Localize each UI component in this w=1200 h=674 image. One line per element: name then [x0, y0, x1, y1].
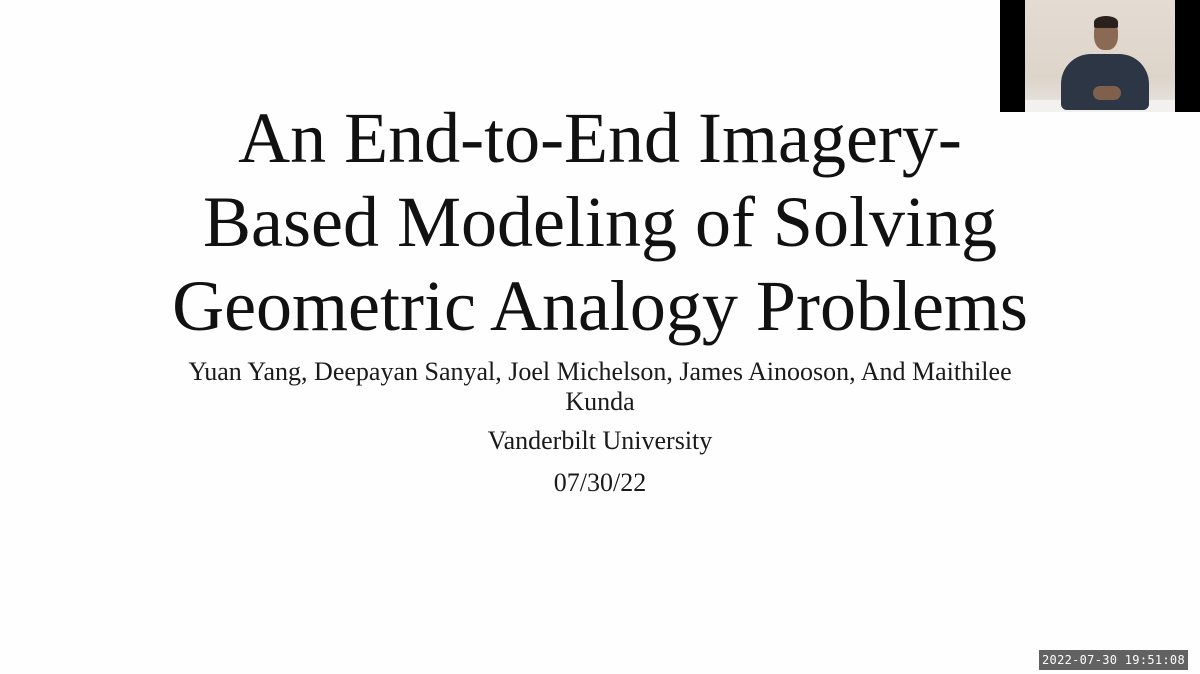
slide-affiliation: Vanderbilt University [487, 426, 713, 455]
presenter-webcam[interactable] [1000, 0, 1200, 112]
presenter-hands [1093, 86, 1121, 100]
slide-authors: Yuan Yang, Deepayan Sanyal, Joel Michelson, James Ainooson, And Maithilee Kunda [188, 357, 1012, 416]
presenter-video-feed [1025, 0, 1175, 112]
recording-timestamp: 2022-07-30 19:51:08 [1039, 650, 1188, 670]
slide-date: 07/30/22 [553, 468, 647, 497]
slide-title: An End-to-End Imagery- Based Modeling of Solving Geometric Analogy Problems [172, 98, 1028, 346]
presenter-hair [1094, 16, 1118, 28]
presenter-body [1061, 54, 1149, 110]
